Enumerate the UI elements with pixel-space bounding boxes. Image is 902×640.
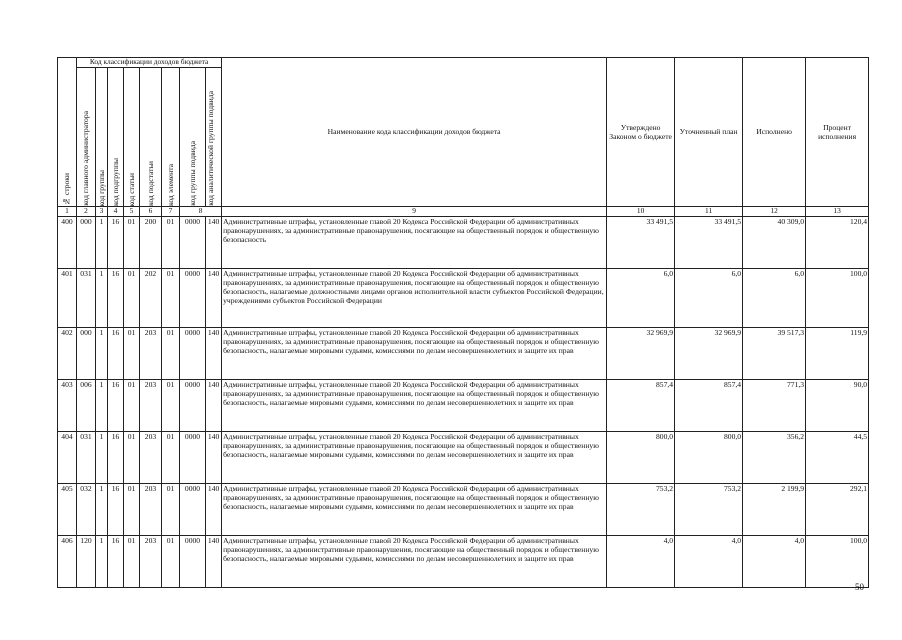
cell-percent: 120,4 xyxy=(806,216,869,268)
cell-grp: 1 xyxy=(96,268,108,327)
cell-approved: 800,0 xyxy=(607,431,675,483)
cell-subgrp: 16 xyxy=(108,216,124,268)
cell-subgrp: 16 xyxy=(108,483,124,535)
cell-admin: 032 xyxy=(77,483,96,535)
cell-percent: 90,0 xyxy=(806,379,869,431)
cell-executed: 39 517,3 xyxy=(743,327,806,379)
cell-art: 01 xyxy=(124,483,140,535)
cell-percent: 119,9 xyxy=(806,327,869,379)
cell-subgrp: 16 xyxy=(108,431,124,483)
cell-name: Административные штрафы, установленные главой 20 Кодекса Российской Федерации об административных правонарушениях, за административные правонарушения, посягающие на общественный порядок и общественную безопасность xyxy=(222,216,607,268)
table-row xyxy=(58,535,869,587)
table-row xyxy=(58,483,869,535)
cell-executed: 4,0 xyxy=(743,535,806,587)
cell-art: 01 xyxy=(124,535,140,587)
cell-subart: 203 xyxy=(140,379,162,431)
header-approved: Утверждено Законом о бюджете xyxy=(607,58,675,207)
cell-admin: 000 xyxy=(77,216,96,268)
header-row-no: № строки xyxy=(58,58,77,207)
column-number: 2 xyxy=(77,207,96,217)
cell-art: 01 xyxy=(124,216,140,268)
header-main-admin: код главного администратора xyxy=(77,68,96,207)
column-number: 4 xyxy=(108,207,124,217)
column-number: 3 xyxy=(96,207,108,217)
cell-analytic: 140 xyxy=(206,535,222,587)
header-executed: Исполнено xyxy=(743,58,806,207)
cell-art: 01 xyxy=(124,268,140,327)
cell-approved: 4,0 xyxy=(607,535,675,587)
cell-subart: 203 xyxy=(140,483,162,535)
cell-refined: 6,0 xyxy=(675,268,743,327)
cell-elem: 01 xyxy=(162,379,180,431)
column-number: 8 xyxy=(180,207,222,217)
cell-refined: 33 491,5 xyxy=(675,216,743,268)
cell-name: Административные штрафы, установленные главой 20 Кодекса Российской Федерации об административных правонарушениях, за административные правонарушения, посягающие на общественный порядок и общественную безопасность, налагаемые мировыми судьями, комиссиями по делам несовершеннолетних и защите их прав xyxy=(222,483,607,535)
cell-name: Административные штрафы, установленные главой 20 Кодекса Российской Федерации об административных правонарушениях, за административные правонарушения, посягающие на общественный порядок и общественную безопасность, налагаемые должностными лицами органов исполнительной власти субъектов Российской Федерации, учреждениями субъектов Российской Федерации xyxy=(222,268,607,327)
column-number: 6 xyxy=(140,207,162,217)
cell-executed: 2 199,9 xyxy=(743,483,806,535)
cell-analytic: 140 xyxy=(206,327,222,379)
cell-approved: 6,0 xyxy=(607,268,675,327)
cell-subtype: 0000 xyxy=(180,483,206,535)
cell-subgrp: 16 xyxy=(108,535,124,587)
cell-refined: 32 969,9 xyxy=(675,327,743,379)
cell-analytic: 140 xyxy=(206,379,222,431)
header-group: код группы xyxy=(96,68,108,207)
cell-percent: 44,5 xyxy=(806,431,869,483)
cell-approved: 33 491,5 xyxy=(607,216,675,268)
header-element: код элемента xyxy=(162,68,180,207)
cell-grp: 1 xyxy=(96,327,108,379)
cell-name: Административные штрафы, установленные главой 20 Кодекса Российской Федерации об административных правонарушениях, за административные правонарушения, посягающие на общественный порядок и общественную безопасность, налагаемые мировыми судьями, комиссиями по делам несовершеннолетних и защите их прав xyxy=(222,327,607,379)
cell-elem: 01 xyxy=(162,327,180,379)
header-article: код статьи xyxy=(124,68,140,207)
cell-no: 404 xyxy=(58,431,77,483)
cell-grp: 1 xyxy=(96,535,108,587)
column-number: 12 xyxy=(743,207,806,217)
header-subtype-group: код группы подвида xyxy=(180,68,206,207)
cell-approved: 753,2 xyxy=(607,483,675,535)
cell-subtype: 0000 xyxy=(180,379,206,431)
cell-admin: 031 xyxy=(77,268,96,327)
cell-name: Административные штрафы, установленные главой 20 Кодекса Российской Федерации об административных правонарушениях, за административные правонарушения, посягающие на общественный порядок и общественную безопасность, налагаемые мировыми судьями, комиссиями по делам несовершеннолетних и защите их прав xyxy=(222,535,607,587)
cell-art: 01 xyxy=(124,379,140,431)
column-number: 5 xyxy=(124,207,140,217)
cell-subgrp: 16 xyxy=(108,379,124,431)
header-percent: Процент исполнения xyxy=(806,58,869,207)
cell-elem: 01 xyxy=(162,268,180,327)
page-number: 50 xyxy=(855,582,864,592)
cell-art: 01 xyxy=(124,431,140,483)
header-subgroup: код подгруппы xyxy=(108,68,124,207)
cell-admin: 120 xyxy=(77,535,96,587)
cell-analytic: 140 xyxy=(206,216,222,268)
cell-subgrp: 16 xyxy=(108,268,124,327)
column-number: 11 xyxy=(675,207,743,217)
cell-subtype: 0000 xyxy=(180,431,206,483)
cell-admin: 031 xyxy=(77,431,96,483)
cell-elem: 01 xyxy=(162,431,180,483)
cell-executed: 6,0 xyxy=(743,268,806,327)
cell-analytic: 140 xyxy=(206,483,222,535)
cell-no: 405 xyxy=(58,483,77,535)
column-numbers-row xyxy=(58,207,869,217)
cell-percent: 100,0 xyxy=(806,535,869,587)
header-classification-group: Код классификации доходов бюджета xyxy=(77,58,222,68)
cell-refined: 857,4 xyxy=(675,379,743,431)
table-row xyxy=(58,268,869,327)
cell-no: 400 xyxy=(58,216,77,268)
table-row xyxy=(58,379,869,431)
header-analytic-group: код аналитической группы подвида xyxy=(206,68,222,207)
cell-subart: 203 xyxy=(140,535,162,587)
cell-no: 406 xyxy=(58,535,77,587)
cell-grp: 1 xyxy=(96,431,108,483)
cell-no: 403 xyxy=(58,379,77,431)
cell-grp: 1 xyxy=(96,483,108,535)
budget-revenue-table xyxy=(57,57,869,588)
column-number: 13 xyxy=(806,207,869,217)
table-row xyxy=(58,327,869,379)
cell-analytic: 140 xyxy=(206,431,222,483)
cell-subart: 203 xyxy=(140,431,162,483)
cell-grp: 1 xyxy=(96,216,108,268)
header-name: Наименование кода классификации доходов бюджета xyxy=(222,58,607,207)
cell-approved: 857,4 xyxy=(607,379,675,431)
column-number: 1 xyxy=(58,207,77,217)
cell-subart: 200 xyxy=(140,216,162,268)
cell-subtype: 0000 xyxy=(180,327,206,379)
cell-grp: 1 xyxy=(96,379,108,431)
cell-percent: 292,1 xyxy=(806,483,869,535)
cell-admin: 006 xyxy=(77,379,96,431)
cell-name: Административные штрафы, установленные главой 20 Кодекса Российской Федерации об административных правонарушениях, за административные правонарушения, посягающие на общественный порядок и общественную безопасность, налагаемые мировыми судьями, комиссиями по делам несовершеннолетних и защите их прав xyxy=(222,431,607,483)
cell-name: Административные штрафы, установленные главой 20 Кодекса Российской Федерации об административных правонарушениях, за административные правонарушения, посягающие на общественный порядок и общественную безопасность, налагаемые мировыми судьями, комиссиями по делам несовершеннолетних и защите их прав xyxy=(222,379,607,431)
column-number: 10 xyxy=(607,207,675,217)
table-row xyxy=(58,431,869,483)
cell-subart: 203 xyxy=(140,327,162,379)
cell-executed: 771,3 xyxy=(743,379,806,431)
cell-approved: 32 969,9 xyxy=(607,327,675,379)
cell-elem: 01 xyxy=(162,216,180,268)
cell-analytic: 140 xyxy=(206,268,222,327)
header-refined: Уточненный план xyxy=(675,58,743,207)
column-number: 7 xyxy=(162,207,180,217)
cell-executed: 40 309,0 xyxy=(743,216,806,268)
cell-no: 402 xyxy=(58,327,77,379)
cell-executed: 356,2 xyxy=(743,431,806,483)
cell-subart: 202 xyxy=(140,268,162,327)
cell-refined: 753,2 xyxy=(675,483,743,535)
cell-subgrp: 16 xyxy=(108,327,124,379)
cell-subtype: 0000 xyxy=(180,535,206,587)
cell-elem: 01 xyxy=(162,535,180,587)
cell-subtype: 0000 xyxy=(180,268,206,327)
table-row xyxy=(58,216,869,268)
cell-percent: 100,0 xyxy=(806,268,869,327)
header-subarticle: код подстатьи xyxy=(140,68,162,207)
cell-elem: 01 xyxy=(162,483,180,535)
column-number: 9 xyxy=(222,207,607,217)
cell-art: 01 xyxy=(124,327,140,379)
cell-refined: 4,0 xyxy=(675,535,743,587)
cell-subtype: 0000 xyxy=(180,216,206,268)
cell-admin: 000 xyxy=(77,327,96,379)
cell-no: 401 xyxy=(58,268,77,327)
cell-refined: 800,0 xyxy=(675,431,743,483)
